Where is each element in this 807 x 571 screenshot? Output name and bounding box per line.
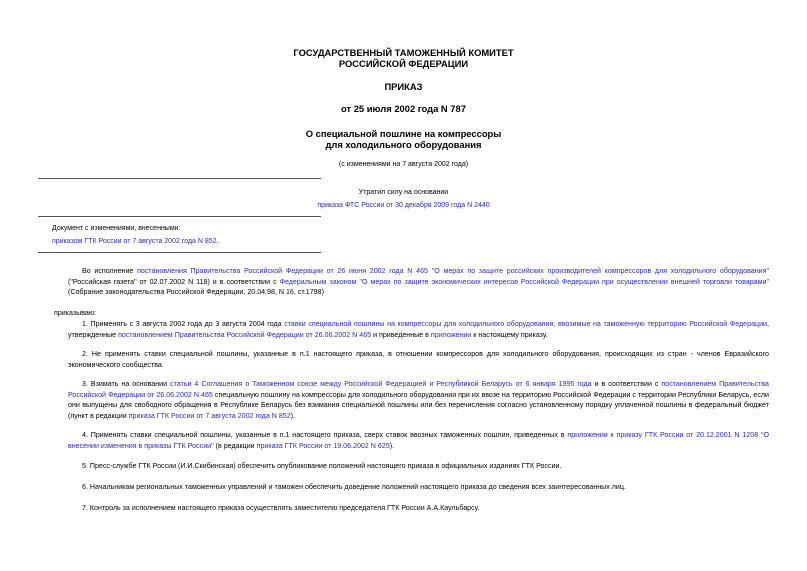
doc-type: ПРИКАЗ bbox=[384, 81, 423, 92]
order-word: приказываю: bbox=[54, 309, 97, 317]
government-resolution-link[interactable]: постановления Правительства Российской Федерации от 26 июня 2002 года N 465 "О мерах по защите российских производителей компрессоров для холодильного оборудования" bbox=[137, 267, 769, 275]
resolution-465-link-2[interactable]: постановлением Правительства Российской Федерации от 26.06.2002 N 465 bbox=[68, 380, 769, 399]
federal-law-link[interactable]: Федеральным законом "О мерах по защите экономических интересов Российской Федерации при осуществлении внешней торговли товарами" bbox=[279, 277, 769, 286]
divider-rule bbox=[38, 178, 321, 179]
order-item-4: 4. Применять ставки специальной пошлины, указанные в п.1 настоящего приказа, сверх ставок ввозных таможенных пошлин, приведенных в приложении к приказу ГТК России от 20.12.2001 N 1208 "О внесении изменения в приказы ГТК России" (в редакции приказа ГТК России от 19.06.2002 N 625). bbox=[68, 431, 769, 450]
doc-title-line1: О специальной пошлине на компрессоры bbox=[305, 128, 502, 139]
amendments-link-row: приказом ГТК России от 7 августа 2002 года N 852. bbox=[52, 238, 219, 245]
resolution-465-link[interactable]: постановлением Правительства Российской Федерации от 26.06.2002 N 465 bbox=[118, 330, 372, 339]
special-duty-rates-link[interactable]: ставки специальной пошлины на компрессоры для холодильного оборудования, ввозимые на таможенную территорию Российской Федерации bbox=[284, 320, 768, 328]
amendments-label: Документ с изменениями, внесенными: bbox=[52, 225, 181, 232]
repeal-link-row bbox=[0, 201, 807, 210]
repeal-note: Утратил силу на основании bbox=[358, 189, 449, 196]
divider-rule bbox=[38, 252, 321, 253]
appendix-link[interactable]: приложении bbox=[430, 330, 472, 339]
order-item-7: 7. Контроль за исполнением настоящего приказа осуществлять заместителю председателя ГТК России А.А.Каульбарсу. bbox=[82, 504, 480, 512]
order-item-3: 3. Взимать на основании статьи 4 Соглашения о Таможенном союзе между Российской Федерацией и Республикой Беларусь от 6 января 1995 года и в соответствии с постановлением Правительства Российской Федерации от 26.06.2002 N 465 специальную пошлину на компрессоры для холодильного оборудования при их ввозе на территорию Российской Федерации с территории Республики Беларусь, если они выпущены для свободного обращения в Республике Беларусь без взимания специальной пошлины или без перечисления согласно установленному порядку уплаченной пошлины в федеральный бюджет (пункт в редакции приказа ГТК России от 7 августа 2002 года N 852). bbox=[68, 380, 769, 420]
order-item-2: 2. Не применять ставки специальной пошлины, указанные в п.1 настоящего приказа, в отношении компрессоров для холодильного оборудования, происходящих из стран - членов Евразийского экономического сообщества. bbox=[68, 350, 769, 369]
order-item-6: 6. Начальникам региональных таможенных управлений и таможен обеспечить доведение положений настоящего приказа до сведения всех заинтересованных лиц. bbox=[82, 483, 626, 491]
order-item-5: 5. Пресс-службе ГТК России (И.И.Скибинская) обеспечить опубликование положений настоящего приказа в официальных изданиях ГТК России. bbox=[82, 462, 562, 470]
org-name-line2: РОССИЙСКОЙ ФЕДЕРАЦИИ bbox=[338, 58, 469, 69]
doc-title-line2: для холодильного оборудования bbox=[325, 139, 482, 150]
org-name-line1: ГОСУДАРСТВЕННЫЙ ТАМОЖЕННЫЙ КОМИТЕТ bbox=[293, 47, 514, 58]
divider-rule bbox=[38, 216, 321, 217]
order-625-link[interactable]: приказа ГТК России от 19.06.2002 N 625 bbox=[256, 441, 390, 450]
preamble-paragraph: Во исполнение постановления Правительства Российской Федерации от 26 июня 2002 года N 465 "О мерах по защите российских производителей компрессоров для холодильного оборудования" ("Российская газета" от 02.07.2002 N 118) и в соответствии с Федеральным законом "О мерах по защите экономических интересов Российской Федерации при осуществлении внешней торговли товарами" (Собрание законодательства Российской Федерации, 20.04.98, N 16, ст.1798) bbox=[68, 267, 769, 297]
doc-date: от 25 июля 2002 года N 787 bbox=[341, 103, 466, 114]
repeal-order-link[interactable]: приказа ФТС России от 30 декабря 2009 года N 2440 bbox=[317, 202, 490, 209]
order-1208-appendix-link[interactable]: приложении к приказу ГТК России от 20.12.2001 N 1208 "О внесении изменения в приказы ГТК России" bbox=[68, 431, 769, 450]
order-item-1: 1. Применять с 3 августа 2002 года до 3 августа 2004 года ставки специальной пошлины на компрессоры для холодильного оборудования, ввозимые на таможенную территорию Российской Федерации, утвержденные постановлением Правительства Российской Федерации от 26.06.2002 N 465 и приведенные в приложении к настоящему приказу. bbox=[68, 320, 769, 339]
customs-union-agreement-link[interactable]: статьи 4 Соглашения о Таможенном союзе между Российской Федерацией и Республикой Беларусь от 6 января 1995 года bbox=[170, 380, 592, 388]
order-852-link[interactable]: приказа ГТК России от 7 августа 2002 года N 852 bbox=[128, 411, 291, 420]
amendment-order-link[interactable]: приказом ГТК России от 7 августа 2002 года N 852 bbox=[52, 238, 217, 245]
amendment-note: (с изменениями на 7 августа 2002 года) bbox=[338, 161, 469, 168]
